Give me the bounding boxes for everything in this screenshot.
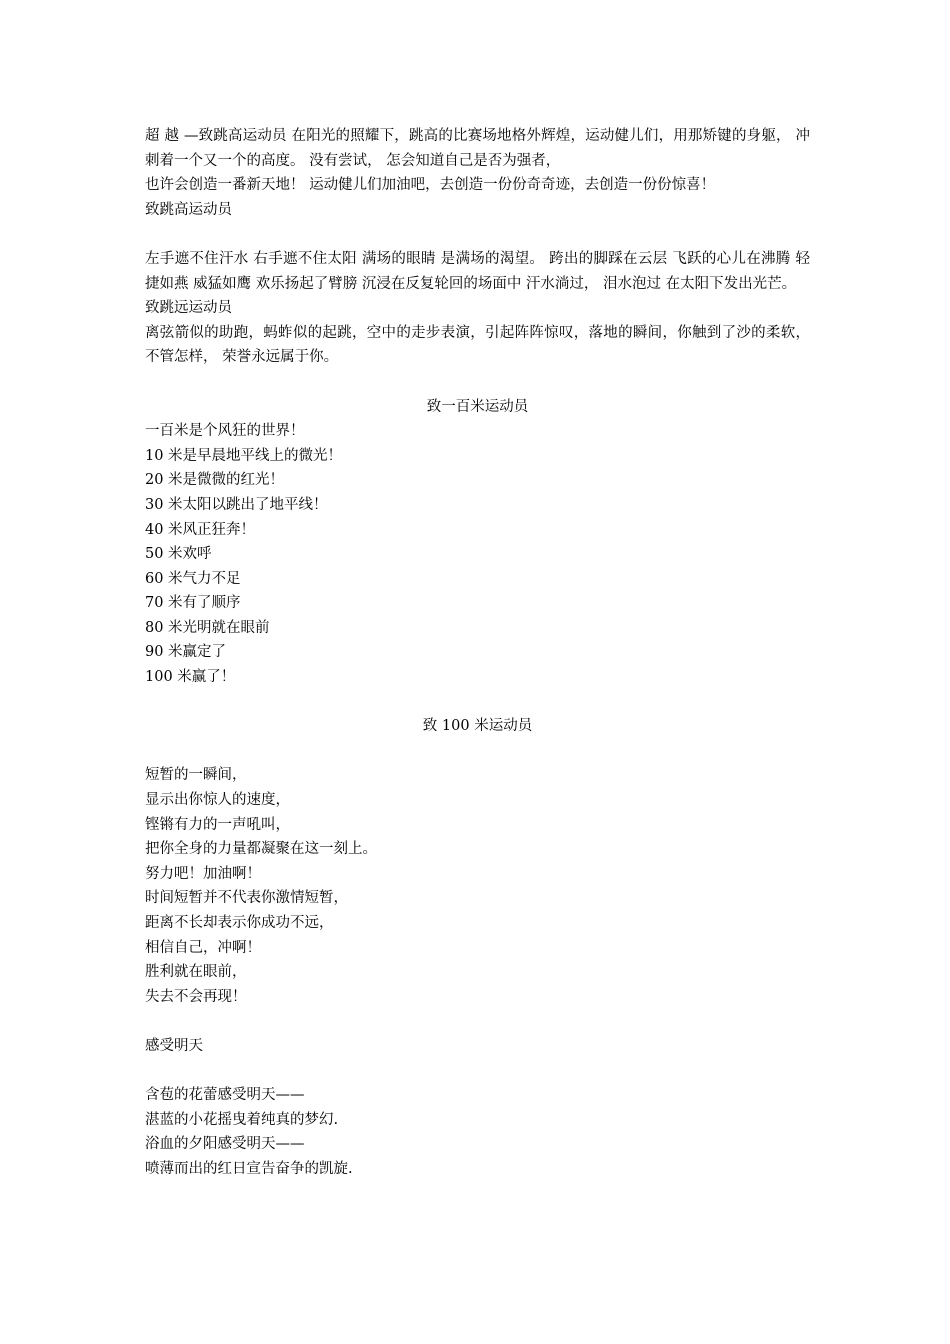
poem-line: 80 米光明就在眼前 [145, 619, 270, 636]
high-jump-cheer-line: 也许会创造一番新天地！ 运动健儿们加油吧，去创造一份份奇奇迹，去创造一份份惊喜！ [145, 177, 716, 194]
poem-line: 40 米风正狂奔！ [145, 521, 256, 538]
poem-line: 70 米有了顺序 [145, 595, 241, 612]
poem-line: 20 米是微微的红光！ [145, 472, 285, 489]
long-jump-paragraph: 离弦箭似的助跑，蚂蚱似的起跳，空中的走步表演，引起阵阵惊叹，落地的瞬间，你触到了沙的柔软， 不管怎样， 荣誉永远属于你。 [145, 324, 810, 366]
blank-line [145, 739, 810, 764]
poem-line: 胜利就在眼前， [145, 964, 247, 981]
poem-line: 把你全身的力量都凝聚在这一刻上。 [145, 841, 377, 858]
blank-line [145, 1009, 810, 1034]
poem-line: 失去不会再现！ [145, 988, 247, 1005]
poem-line: 短暂的一瞬间， [145, 767, 247, 784]
poem-line: 含苞的花蕾感受明天—— [145, 1087, 305, 1104]
poem-line: 相信自己，冲啊！ [145, 939, 261, 956]
poem-line: 90 米赢定了 [145, 644, 227, 661]
long-jump-poem-paragraph: 左手遮不住汗水 右手遮不住太阳 满场的眼睛 是满场的渴望。 跨出的脚踩在云层 飞跃的心儿在沸腾 轻捷如燕 威猛如鹰 欢乐扬起了臂膀 沉浸在反复轮回的场面中 汗水淌过， 泪水泡过 在太阳下发出光芒。 [145, 250, 810, 292]
poem-line: 30 米太阳以跳出了地平线！ [145, 496, 328, 513]
poem-line: 湛蓝的小花摇曳着纯真的梦幻. [145, 1111, 339, 1128]
long-jump-title: 致跳远运动员 [145, 300, 232, 317]
poem-line: 100 米赢了！ [145, 669, 236, 686]
poem-line: 时间短暂并不代表你激情短暂， [145, 890, 348, 907]
poem-line: 浴血的夕阳感受明天—— [145, 1136, 305, 1153]
blank-line [145, 370, 810, 395]
poem-line: 一百米是个风狂的世界！ [145, 423, 305, 440]
poem-line: 喷薄而出的红日宣告奋争的凯旋. [145, 1160, 353, 1177]
blank-line [145, 222, 810, 247]
poem-line: 60 米气力不足 [145, 570, 241, 587]
document-page [145, 124, 810, 1182]
poem-line: 铿锵有力的一声吼叫， [145, 816, 290, 833]
poem-line: 50 米欢呼 [145, 546, 212, 563]
blank-line [145, 690, 810, 715]
blank-line [145, 1059, 810, 1084]
poem-line: 距离不长却表示你成功不远， [145, 915, 334, 931]
poem-line: 努力吧！加油啊！ [145, 865, 261, 882]
high-jump-title: 致跳高运动员 [145, 201, 232, 218]
hundred-meter-title: 致一百米运动员 [426, 398, 529, 415]
100m-title: 致 100 米运动员 [422, 718, 533, 735]
poem-line: 10 米是早晨地平线上的微光！ [145, 447, 343, 464]
feel-tomorrow-title: 感受明天 [145, 1037, 203, 1054]
poem-line: 显示出你惊人的速度， [145, 792, 290, 809]
high-jump-intro-paragraph: 超 越 —致跳高运动员 在阳光的照耀下，跳高的比赛场地格外辉煌，运动健儿们，用那矫键的身躯， 冲刺着一个又一个的高度。 没有尝试， 怎会知道自己是否为强者， [145, 128, 810, 169]
